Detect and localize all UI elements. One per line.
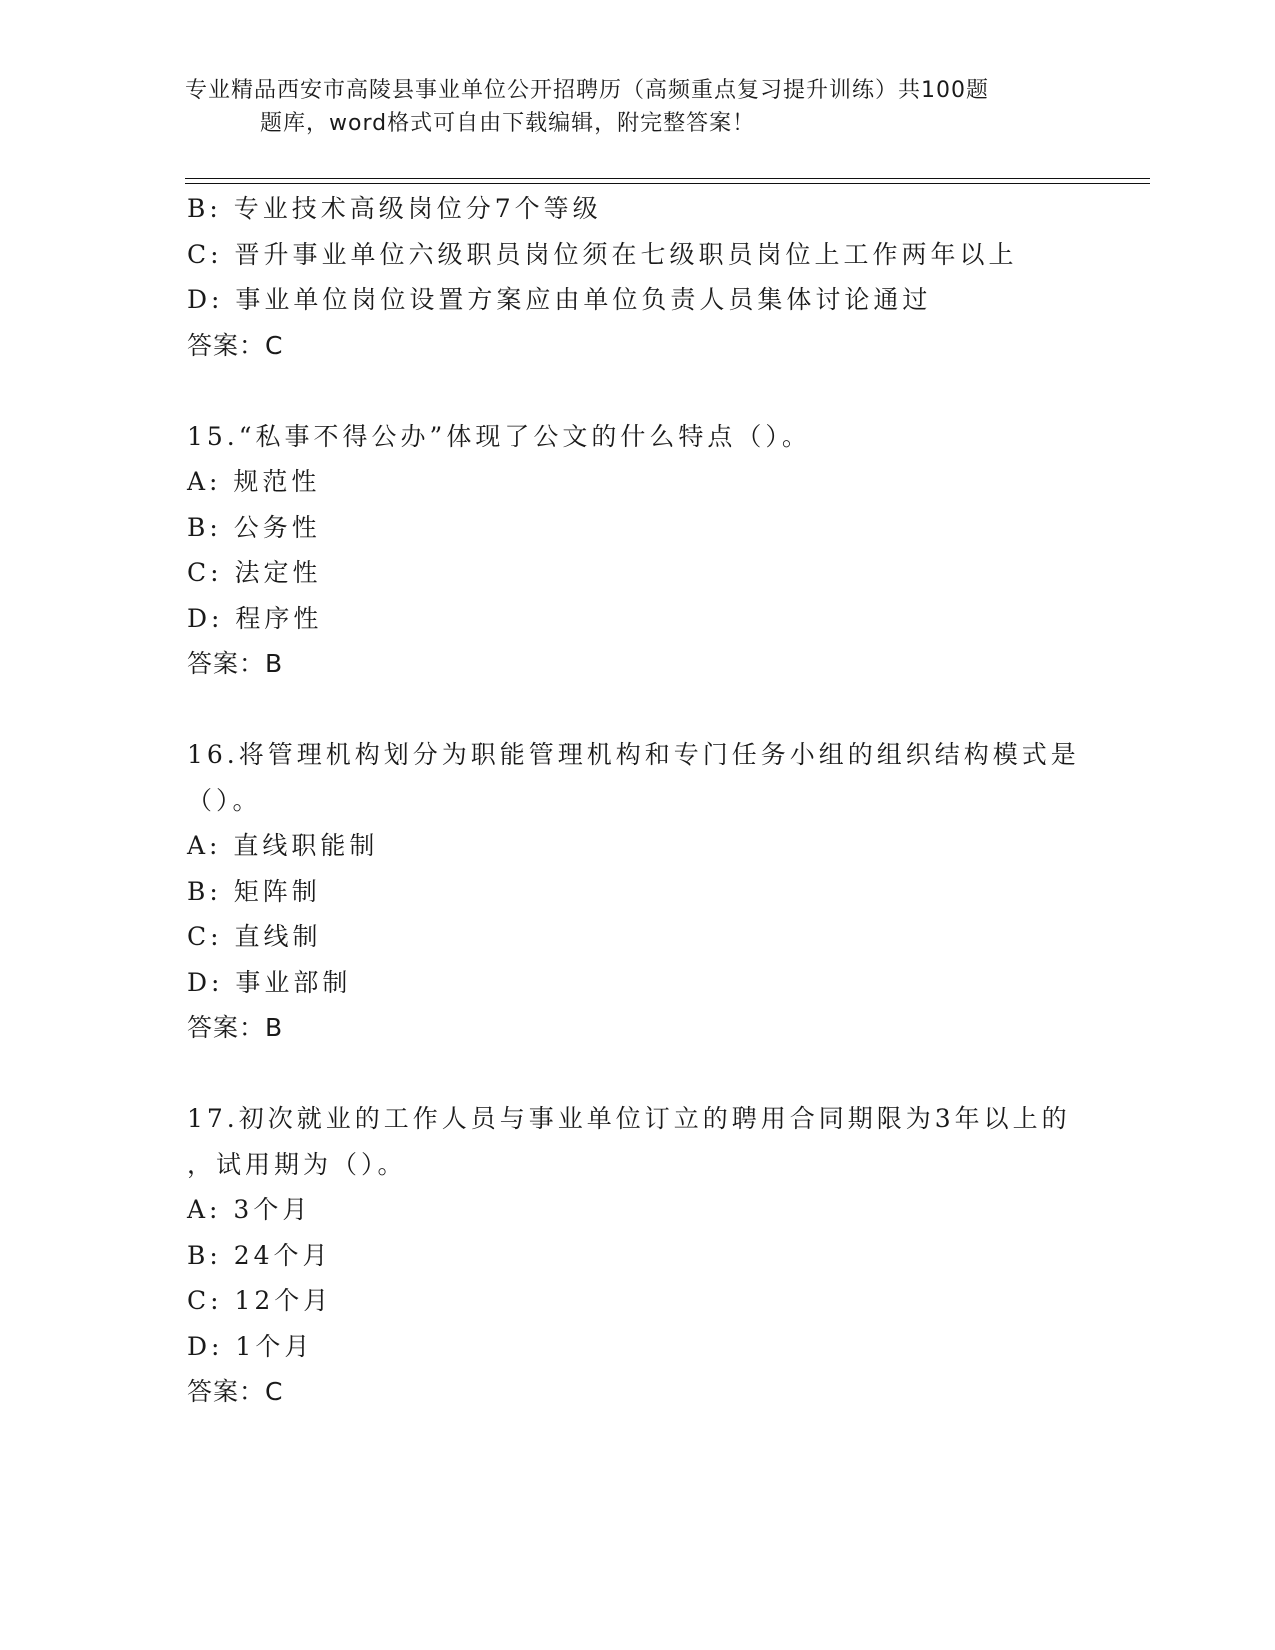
option-c: C: 法定性 bbox=[187, 558, 322, 587]
option-c: C: 12个月 bbox=[187, 1286, 333, 1315]
option-a: A: 3个月 bbox=[187, 1195, 312, 1224]
question-text-line1: 16.将管理机构划分为职能管理机构和专门任务小组的组织结构模式是 bbox=[187, 740, 1080, 769]
question-17 bbox=[187, 1096, 1087, 1415]
header-title-line2: 题库，word格式可自由下载编辑，附完整答案！ bbox=[260, 111, 756, 136]
option-b: B: 24个月 bbox=[187, 1240, 332, 1270]
option-d: D: 1个月 bbox=[187, 1331, 314, 1361]
question-text: 15.“私事不得公办”体现了公文的什么特点（）。 bbox=[187, 421, 811, 451]
option-d: D: 事业部制 bbox=[187, 967, 352, 997]
option-c: C: 直线制 bbox=[187, 922, 322, 951]
answer-line: 答案：C bbox=[187, 1377, 284, 1406]
answer-line: 答案：B bbox=[187, 1013, 284, 1042]
answer-line: 答案：C bbox=[187, 330, 284, 360]
question-15 bbox=[187, 414, 1087, 687]
option-a: A: 规范性 bbox=[187, 467, 321, 496]
option-b: B: 公务性 bbox=[187, 512, 321, 542]
question-14 bbox=[187, 186, 1087, 368]
header-title-line1: 专业精品西安市高陵县事业单位公开招聘历（高频重点复习提升训练）共100题 bbox=[185, 78, 989, 103]
option-b: B: 矩阵制 bbox=[187, 876, 321, 906]
header-rule-bottom bbox=[185, 183, 1150, 184]
spacer bbox=[187, 1051, 1087, 1097]
spacer bbox=[187, 368, 1087, 414]
question-text-line1: 17.初次就业的工作人员与事业单位订立的聘用合同期限为3年以上的 bbox=[187, 1104, 1071, 1133]
document-header bbox=[185, 74, 1085, 140]
question-text-line2: （）。 bbox=[187, 785, 262, 815]
question-text-line2: ，试用期为（）。 bbox=[187, 1149, 407, 1179]
option-a: A: 直线职能制 bbox=[187, 831, 379, 860]
option-c: C: 晋升事业单位六级职员岗位须在七级职员岗位上工作两年以上 bbox=[187, 239, 1018, 269]
option-b: B: 专业技术高级岗位分7个等级 bbox=[187, 194, 602, 223]
question-16 bbox=[187, 732, 1087, 1051]
header-rule-top bbox=[185, 178, 1150, 179]
answer-line: 答案：B bbox=[187, 649, 284, 678]
option-d: D: 程序性 bbox=[187, 603, 323, 633]
spacer bbox=[187, 687, 1087, 733]
option-d: D: 事业单位岗位设置方案应由单位负责人员集体讨论通过 bbox=[187, 285, 932, 314]
document-body bbox=[187, 186, 1087, 1415]
